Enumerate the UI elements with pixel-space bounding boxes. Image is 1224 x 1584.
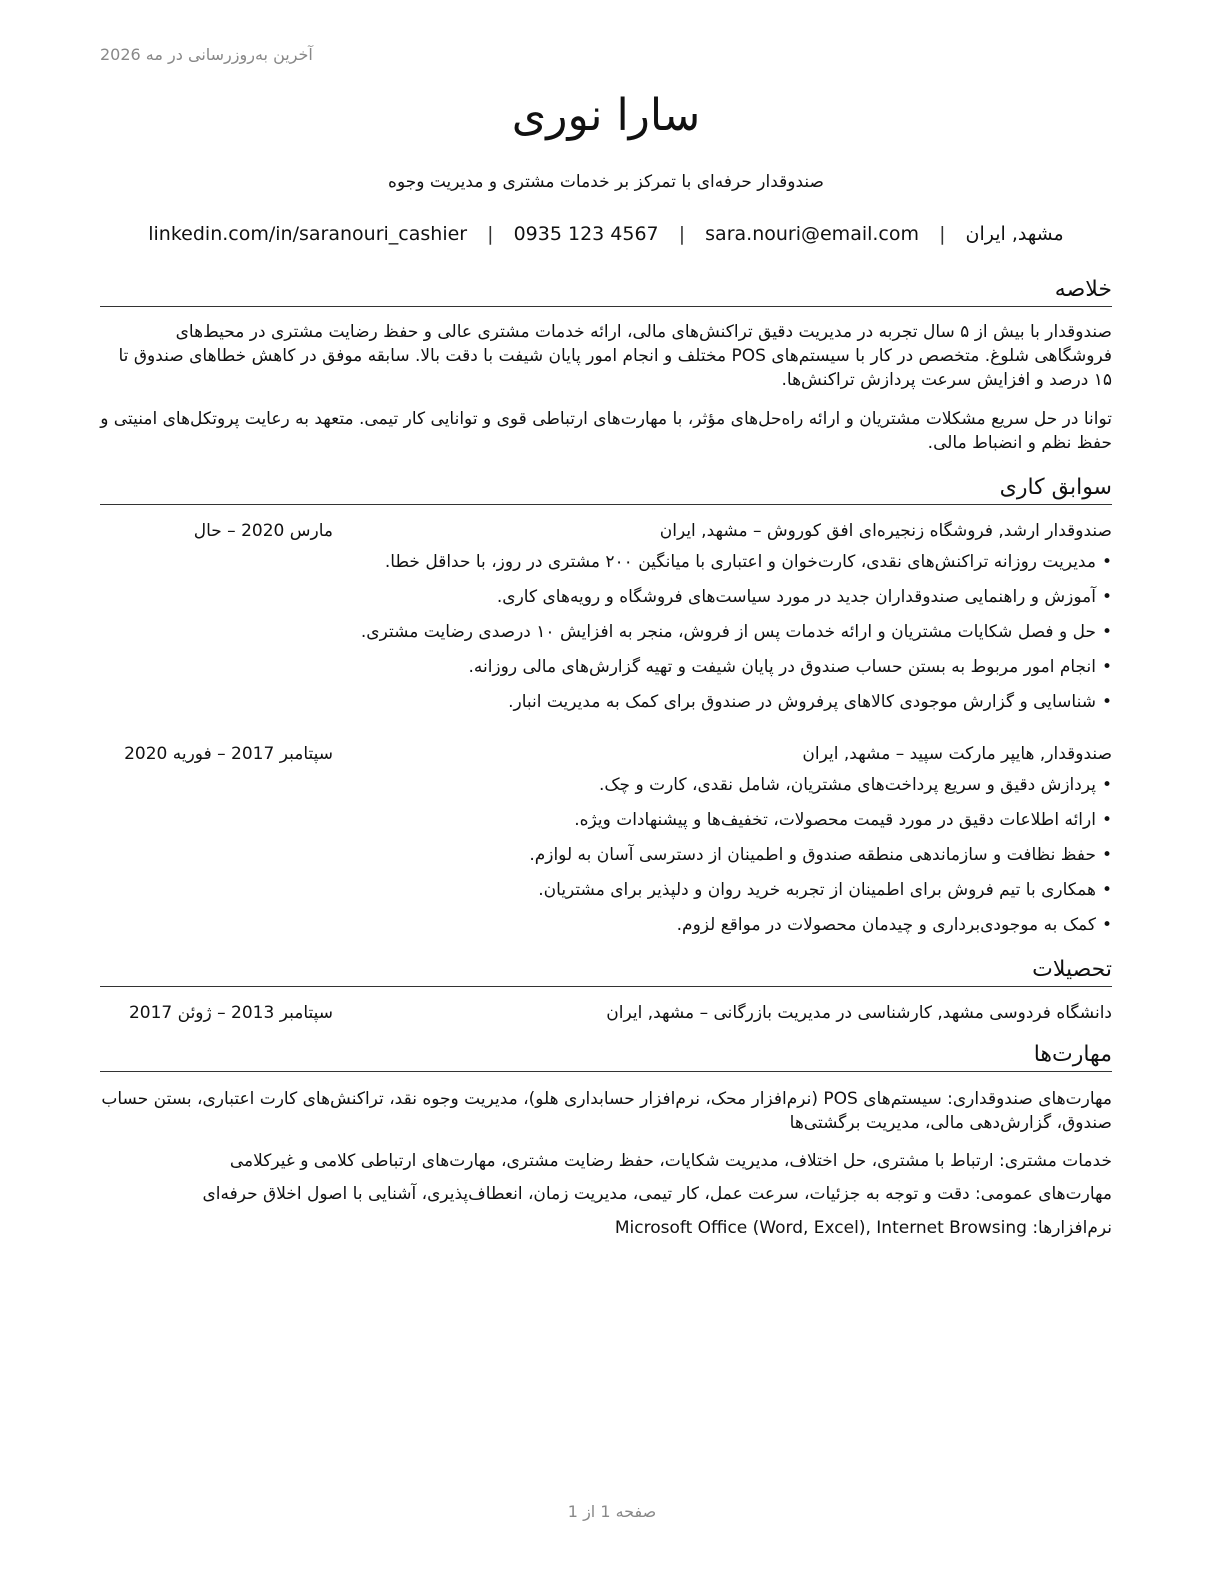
job-bullet: • شناسایی و گزارش موجودی کالاهای پرفروش در صندوق برای کمک به مدیریت انبار. (100, 689, 1112, 724)
skills-heading: مهارت‌ها (100, 1041, 1112, 1072)
contact-separator: | (487, 223, 494, 245)
skills-line: مهارت‌های عمومی: دقت و توجه به جزئیات، سرعت عمل، کار تیمی، مدیریت زمان، انعطاف‌پذیری، آشنایی با اصول اخلاق حرفه‌ای (202, 1184, 1112, 1204)
job-bullet: • انجام امور مربوط به بستن حساب صندوق در پایان شیفت و تهیه گزارش‌های مالی روزانه. (100, 654, 1112, 689)
contact-email[interactable]: sara.nouri@email.com (705, 223, 920, 245)
job-bullets (100, 549, 1112, 724)
contact-linkedin[interactable]: linkedin.com/in/saranouri_cashier (148, 223, 468, 245)
job-dates: سپتامبر 2017 – فوریه 2020 (124, 744, 333, 764)
summary-paragraph: توانا در حل سریع مشکلات مشتریان و ارائه راه‌حل‌های مؤثر، با مهارت‌های ارتباطی قوی و توانایی کار تیمی. متعهد به رعایت پروتکل‌های امنیتی و حفظ نظم و انضباط مالی. (100, 409, 1112, 453)
contact-separator: | (939, 223, 946, 245)
candidate-name: سارا نوری (511, 90, 701, 141)
contact-phone[interactable]: 0935 123 4567 (513, 223, 659, 245)
summary-paragraph: صندوقدار با بیش از ۵ سال تجربه در مدیریت دقیق تراکنش‌های مالی، ارائه خدمات مشتری عالی و حفظ رضایت مشتری در محیط‌های فروشگاهی شلوغ. متخصص در کار با سیستم‌های POS مختلف و انجام امور پایان شیفت با دقت بالا. سابقه موفق در کاهش خطاهای صندوق تا ۱۵ درصد و افزایش سرعت پردازش تراکنش‌ها. (118, 322, 1112, 390)
skills-line: خدمات مشتری: ارتباط با مشتری، حل اختلاف، مدیریت شکایات، حفظ رضایت مشتری، مهارت‌های ارتباطی کلامی و غیرکلامی (229, 1151, 1112, 1171)
job-bullet: • حفظ نظافت و سازماندهی منطقه صندوق و اطمینان از دسترسی آسان به لوازم. (100, 842, 1112, 877)
job-role: صندوقدار ارشد, فروشگاه زنجیره‌ای افق کوروش – مشهد, ایران (659, 521, 1112, 541)
job-bullet: • ارائه اطلاعات دقیق در مورد قیمت محصولات، تخفیف‌ها و پیشنهادات ویژه. (100, 807, 1112, 842)
skills-line: مهارت‌های صندوقداری: سیستم‌های POS (نرم‌افزار محک، نرم‌افزار حسابداری هلو)، مدیریت وجوه نقد، تراکنش‌های کارت اعتباری، بستن حساب صندوق، گزارش‌دهی مالی، مدیریت برگشتی‌ها (101, 1089, 1112, 1133)
education-dates: سپتامبر 2013 – ژوئن 2017 (128, 1003, 333, 1023)
resume-page (100, 0, 1112, 1584)
job-header (100, 518, 1112, 544)
job-role: صندوقدار, هایپر مارکت سپید – مشهد, ایران (802, 744, 1112, 764)
job-bullets (100, 772, 1112, 947)
job-bullet: • پردازش دقیق و سریع پرداخت‌های مشتریان، شامل نقدی، کارت و چک. (100, 772, 1112, 807)
education-degree: دانشگاه فردوسی مشهد, کارشناسی در مدیریت بازرگانی – مشهد, ایران (606, 1003, 1112, 1023)
contact-location: مشهد, ایران (965, 223, 1064, 245)
last-updated: آخرین به‌روزرسانی در مه 2026 (100, 45, 313, 64)
tagline: صندوقدار حرفه‌ای با تمرکز بر خدمات مشتری و مدیریت وجوه (388, 172, 824, 192)
summary-heading: خلاصه (100, 276, 1112, 307)
job-bullet: • همکاری با تیم فروش برای اطمینان از تجربه خرید روان و دلپذیر برای مشتریان. (100, 877, 1112, 912)
job-bullet: • حل و فصل شکایات مشتریان و ارائه خدمات پس از فروش، منجر به افزایش ۱۰ درصدی رضایت مشتری. (100, 619, 1112, 654)
contact-line (100, 223, 1112, 245)
skills-line: نرم‌افزارها: Microsoft Office (Word, Excel), Internet Browsing (614, 1218, 1112, 1238)
education-entry (100, 1000, 1112, 1026)
job-dates: مارس 2020 – حال (193, 521, 333, 541)
job-bullet: • آموزش و راهنمایی صندوقداران جدید در مورد سیاست‌های فروشگاه و رویه‌های کاری. (100, 584, 1112, 619)
job-bullet: • کمک به موجودی‌برداری و چیدمان محصولات در مواقع لزوم. (100, 912, 1112, 947)
page-number: صفحه 1 از 1 (567, 1502, 657, 1521)
contact-separator: | (678, 223, 686, 245)
job-bullet: • مدیریت روزانه تراکنش‌های نقدی، کارت‌خوان و اعتباری با میانگین ۲۰۰ مشتری در روز، با حداقل خطا. (100, 549, 1112, 584)
experience-heading: سوابق کاری (100, 474, 1112, 505)
job-header (100, 741, 1112, 767)
education-heading: تحصیلات (100, 956, 1112, 987)
